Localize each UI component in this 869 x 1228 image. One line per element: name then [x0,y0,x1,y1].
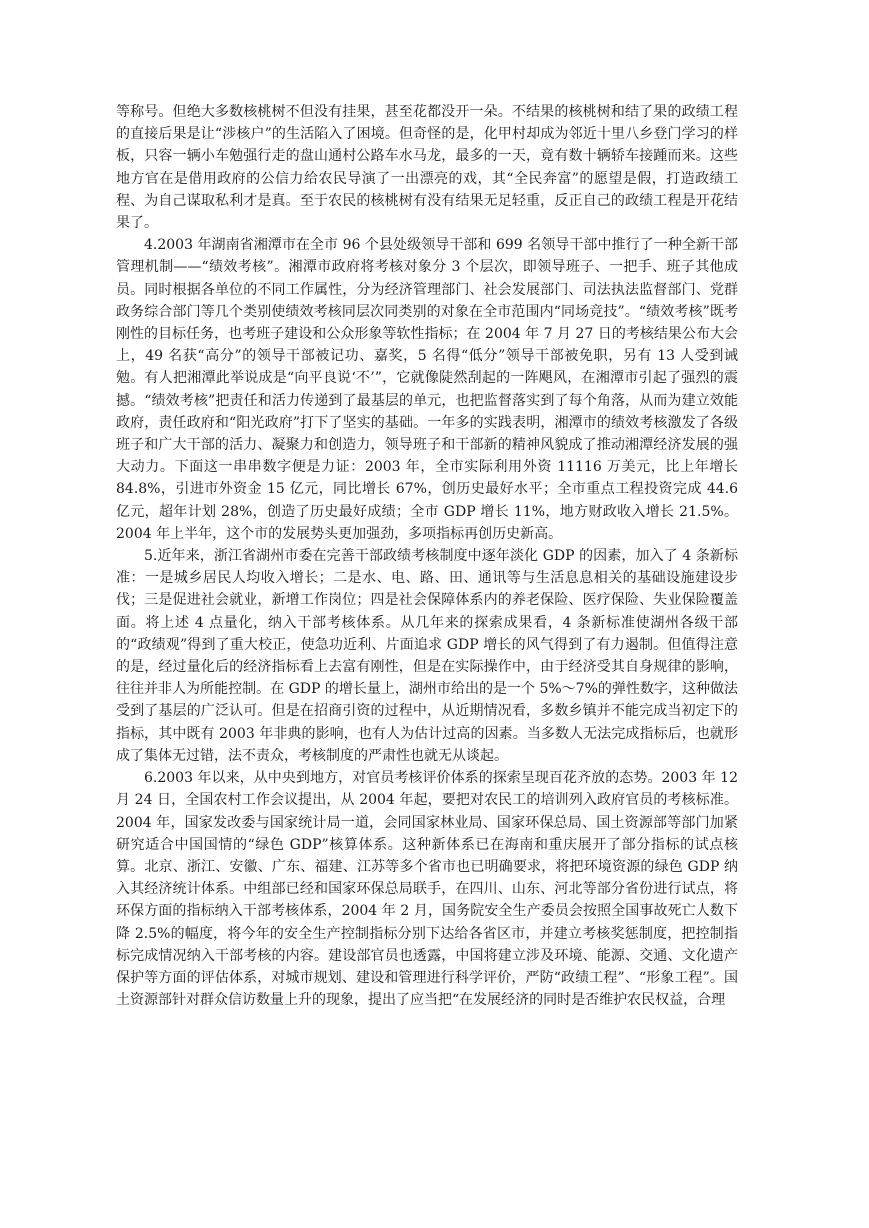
paragraph-item-6: 6.2003 年以来，从中央到地方，对官员考核评价体系的探索呈现百花齐放的态势。2003 年 12 月 24 日，全国农村工作会议提出，从 2004 年起，要把对农民工的培训列入政府官员的考核标准。2004 年，国家发改委与国家统计局一道，会同国家林业局、国家环保总局、国土资源部等部门加紧研究适合中国国情的“绿色 GDP”核算体系。这种新体系已在海南和重庆展开了部分指标的试点核算。北京、浙江、安徽、广东、福建、江苏等多个省市也已明确要求，将把环境资源的绿色 GDP 纳入其经济统计体系。中组部已经和国家环保总局联手，在四川、山东、河北等部分省份进行试点，将环保方面的指标纳入干部考核体系，2004 年 2 月，国务院安全生产委员会按照全国事故死亡人数下降 2.5%的幅度，将今年的安全生产控制指标分别下达给各省区市，并建立考核奖惩制度，把控制指标完成情况纳入干部考核的内容。建设部官员也透露，中国将建立涉及环境、能源、交通、文化遗产保护等方面的评估体系，对城市规划、建设和管理进行科学评价，严防“政绩工程”、“形象工程”。国土资源部针对群众信访数量上升的现象，提出了应当把“在发展经济的同时是否维护农民权益，合理 [116,770,738,1009]
paragraph-item-4: 4.2003 年湖南省湘潭市在全市 96 个县处级领导干部和 699 名领导干部中推行了一种全新干部管理机制——“绩效考核”。湘潭市政府将考核对象分 3 个层次，即领导班子、一把手、班子其他成员。同时根据各单位的不同工作属性，分为经济管理部门、社会发展部门、司法执法监督部门、党群政务综合部门等几个类别使绩效考核同层次同类别的对象在全市范围内“同场竞技”。“绩效考核”既考刚性的目标任务，也考班子建设和公众形象等软性指标；在 2004 年 7 月 27 日的考核结果公布大会上，49 名获“高分”的领导干部被记功、嘉奖，5 名得“低分”领导干部被免职，另有 13 人受到诫勉。有人把湘潭此举说成是“向平良说‘不’”，它就像陡然刮起的一阵飓风，在湘潭市引起了强烈的震撼。“绩效考核”把责任和活力传递到了最基层的单元，也把监督落实到了每个角落，从而为建立效能政府，责任政府和“阳光政府”打下了坚实的基础。一年多的实践表明，湘潭市的绩效考核激发了各级班子和广大干部的活力、凝聚力和创造力，领导班子和干部新的精神风貌成了推动湘潭经济发展的强大动力。下面这一串串数字便是力证：2003 年，全市实际利用外资 11116 万美元，比上年增长 84.8%，引进市外资金 15 亿元，同比增长 67%，创历史最好水平；全市重点工程投资完成 44.6 亿元，超年计划 28%，创造了历史最好成绩；全市 GDP 增长 11%，地方财政收入增长 21.5%。2004 年上半年，这个市的发展势头更加强劲，多项指标再创历史新高。 [116,237,738,542]
paragraph-item-5: 5.近年来，浙江省湖州市委在完善干部政绩考核制度中逐年淡化 GDP 的因素，加入了 4 条新标准：一是城乡居民人均收入增长；二是水、电、路、田、通讯等与生活息息相关的基础设施建设步伐；三是促进社会就业，新增工作岗位；四是社会保障体系内的养老保险、医疗保险、失业保险覆盖面。将上述 4 点量化，纳入干部考核体系。从几年来的探索成果看，4 条新标准使湖州各级干部的“政绩观”得到了重大校正，使急功近利、片面追求 GDP 增长的风气得到了有力遏制。但值得注意的是，经过量化后的经济指标看上去富有刚性，但是在实际操作中，由于经济受其自身规律的影响，往往并非人为所能控制。在 GDP 的增长量上，湖州市给出的是一个 5%～7%的弹性数字，这种做法受到了基层的广泛认可。但是在招商引资的过程中，从近期情况看，多数乡镇并不能完成当初定下的指标，其中既有 2003 年非典的影响，也有人为估计过高的因素。当多数人无法完成指标后，也就形成了集体无过错，法不责众，考核制度的严肃性也就无从谈起。 [116,548,738,764]
document-page [116,101,738,1011]
paragraph-continuation: 等称号。但绝大多数核桃树不但没有挂果，甚至花都没开一朵。不结果的核桃树和结了果的政绩工程的直接后果是让“涉核户”的生活陷入了困境。但奇怪的是，化甲村却成为邻近十里八乡登门学习的样板，只容一辆小车勉强行走的盘山通村公路车水马龙，最多的一天，竟有数十辆轿车接踵而来。这些地方官在是借用政府的公信力给农民导演了一出漂亮的戏，其“全民奔富”的愿望是假，打造政绩工程、为自己谋取私利才是真。至于农民的核桃树有没有结果无足轻重，反正自己的政绩工程是开花结果了。 [116,104,738,232]
